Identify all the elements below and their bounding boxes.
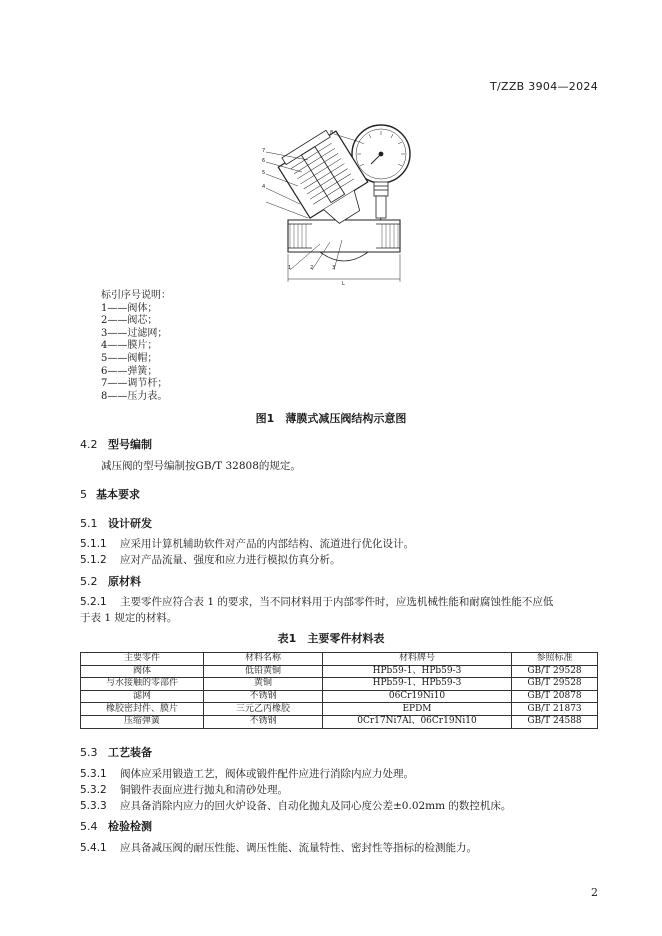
table-cell: 压缩弹簧 bbox=[81, 715, 204, 728]
figure-caption: 图1 薄膜式减压阀结构示意图 bbox=[255, 412, 407, 425]
clause-text: 应具备减压阀的耐压性能、调压性能、流量特性、密封性等指标的检测能力。 bbox=[120, 842, 477, 854]
table-cell: 不锈钢 bbox=[204, 715, 323, 728]
heading-number: 5.4 bbox=[80, 820, 98, 833]
heading-title: 检验检测 bbox=[108, 820, 152, 833]
callout-7: 7 bbox=[262, 148, 266, 154]
table-row bbox=[81, 678, 598, 691]
callout-4: 4 bbox=[262, 184, 266, 190]
clause-5-3-2 bbox=[80, 782, 288, 797]
heading-number: 4.2 bbox=[80, 438, 98, 451]
table-row bbox=[81, 690, 598, 703]
heading-5-2 bbox=[80, 573, 141, 589]
callout-L: L bbox=[342, 281, 345, 287]
clause-text: 应对产品流量、强度和应力进行模拟仿真分析。 bbox=[120, 554, 341, 566]
heading-title: 原材料 bbox=[108, 575, 141, 588]
clause-5-1-1 bbox=[80, 536, 414, 551]
heading-title: 型号编制 bbox=[108, 438, 152, 451]
paragraph-4-2: 减压阀的型号编制按GB/T 32808的规定。 bbox=[101, 460, 301, 472]
table-cell: EPDM bbox=[323, 703, 512, 716]
standard-code: T/ZZB 3904—2024 bbox=[489, 80, 598, 93]
legend-title: 标引序号说明： bbox=[101, 290, 171, 301]
clause-5-1-2 bbox=[80, 552, 341, 567]
clause-text: 主要零件应符合表 1 的要求，当不同材料用于内部零件时，应选机械性能和耐腐蚀性能不应低 bbox=[120, 596, 554, 608]
heading-5 bbox=[80, 486, 140, 502]
clause-number: 5.3.1 bbox=[80, 768, 107, 780]
heading-5-4 bbox=[80, 818, 152, 834]
heading-number: 5.2 bbox=[80, 575, 98, 588]
heading-4-2 bbox=[80, 436, 152, 452]
table-cell: 0Cr17Ni7Al、06Cr19Ni10 bbox=[323, 715, 512, 728]
heading-5-3 bbox=[80, 744, 152, 760]
figure-legend bbox=[101, 290, 171, 403]
table-cell: HPb59-1、HPb59-3 bbox=[323, 665, 512, 678]
clause-number: 5.4.1 bbox=[80, 842, 107, 854]
legend-item: 3——过滤网； bbox=[101, 327, 168, 339]
column-header: 材料名称 bbox=[204, 653, 323, 666]
heading-title: 设计研发 bbox=[108, 517, 152, 530]
heading-number: 5.1 bbox=[80, 517, 98, 530]
table-cell: 滤网 bbox=[81, 690, 204, 703]
clause-number: 5.2.1 bbox=[80, 596, 107, 608]
legend-item: 8——压力表。 bbox=[101, 390, 168, 402]
table-cell: 橡胶密封件、膜片 bbox=[81, 703, 204, 716]
table-cell: GB/T 21873 bbox=[512, 703, 598, 716]
clause-5-3-1 bbox=[80, 766, 414, 781]
column-header: 主要零件 bbox=[81, 653, 204, 666]
table-cell: GB/T 29528 bbox=[512, 678, 598, 691]
callout-6: 6 bbox=[262, 158, 266, 164]
clause-5-2-1-cont: 于表 1 规定的材料。 bbox=[80, 612, 178, 624]
clause-text: 阀体应采用锻造工艺，阀体或锻件配件应进行消除内应力处理。 bbox=[120, 768, 414, 780]
callout-8: 8 bbox=[330, 130, 334, 136]
table-row bbox=[81, 665, 598, 678]
legend-item: 5——阀帽； bbox=[101, 352, 158, 364]
table-cell: GB/T 20878 bbox=[512, 690, 598, 703]
column-header: 参照标准 bbox=[512, 653, 598, 666]
clause-5-2-1 bbox=[80, 594, 553, 609]
table-row bbox=[81, 703, 598, 716]
valve-structure-drawing bbox=[250, 122, 430, 287]
clause-5-4-1 bbox=[80, 840, 477, 855]
legend-item: 4——膜片； bbox=[101, 340, 158, 352]
materials-table bbox=[80, 652, 598, 729]
table-cell: HPb59-1、HPb59-3 bbox=[323, 678, 512, 691]
clause-text: 应采用计算机辅助软件对产品的内部结构、流道进行优化设计。 bbox=[120, 538, 414, 550]
table-cell: 三元乙丙橡胶 bbox=[204, 703, 323, 716]
table-header-row bbox=[81, 653, 598, 666]
callout-2: 2 bbox=[310, 265, 314, 271]
heading-number: 5 bbox=[80, 488, 87, 501]
heading-title: 工艺装备 bbox=[108, 746, 152, 759]
clause-text: 铜锻件表面应进行抛丸和清砂处理。 bbox=[120, 784, 288, 796]
heading-title: 基本要求 bbox=[96, 488, 140, 501]
clause-number: 5.3.2 bbox=[80, 784, 107, 796]
table-cell: 不锈钢 bbox=[204, 690, 323, 703]
table-row bbox=[81, 715, 598, 728]
clause-5-3-3 bbox=[80, 798, 511, 813]
table-cell: 与水接触的零部件 bbox=[81, 678, 204, 691]
table-cell: 黄铜 bbox=[204, 678, 323, 691]
legend-item: 2——阀芯； bbox=[101, 315, 158, 327]
clause-number: 5.3.3 bbox=[80, 800, 107, 812]
legend-item: 6——弹簧； bbox=[101, 365, 158, 377]
legend-item: 1——阀体； bbox=[101, 302, 158, 314]
table-cell: GB/T 24588 bbox=[512, 715, 598, 728]
table-cell: 阀体 bbox=[81, 665, 204, 678]
callout-3: 3 bbox=[332, 265, 336, 271]
heading-number: 5.3 bbox=[80, 746, 98, 759]
table-cell: GB/T 29528 bbox=[512, 665, 598, 678]
legend-item: 7——调节杆； bbox=[101, 378, 168, 390]
page-number: 2 bbox=[591, 886, 598, 899]
table-cell: 低铅黄铜 bbox=[204, 665, 323, 678]
callout-1: 1 bbox=[288, 265, 292, 271]
clause-number: 5.1.2 bbox=[80, 554, 107, 566]
clause-number: 5.1.1 bbox=[80, 538, 107, 550]
clause-text: 应具备消除内应力的回火炉设备、自动化抛丸及同心度公差±0.02mm 的数控机床。 bbox=[120, 800, 512, 812]
callout-5: 5 bbox=[262, 170, 266, 176]
table-caption: 表1 主要零件材料表 bbox=[277, 632, 385, 645]
heading-5-1 bbox=[80, 515, 152, 531]
table-cell: 06Cr19Ni10 bbox=[323, 690, 512, 703]
column-header: 材料牌号 bbox=[323, 653, 512, 666]
